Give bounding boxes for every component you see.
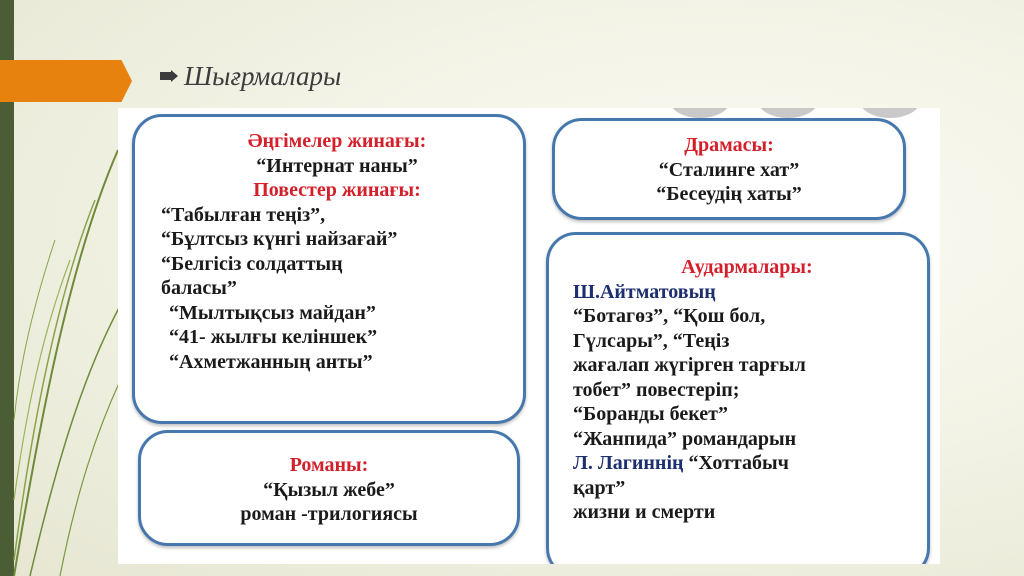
novel-item: “Қызыл жебе” [263,478,395,501]
povest-item: “Ахметжанның анты” [169,350,373,373]
decorative-circle [670,108,730,118]
stories-heading: Әңгімелер жинағы: [247,130,427,152]
stories-item: “Интернат наны” [256,154,418,177]
translation-item: жизни и смерти [573,501,716,523]
translations-heading: Аудармалары: [681,256,813,278]
povest-item: “Бұлтсыз күнгі найзағай” [161,228,398,250]
decorative-circle [860,108,920,118]
novels-heading: Романы: [289,454,369,476]
translation-item: қарт” [573,476,626,499]
povest-item: “Мылтықсыз майдан” [169,301,376,324]
translation-author: Л. Лагиннің [573,452,684,474]
povests-heading: Повестер жинағы: [253,179,421,201]
povest-item: “41- жылғы келіншек” [169,326,378,348]
translation-item: “Жанпида” романдарын [573,427,797,450]
translations-box [546,232,930,564]
translation-author: Ш.Айтматовың [573,280,716,303]
povest-item: “Белгісіз солдаттың [161,252,343,275]
drama-item: “Бесеудің хаты” [656,183,802,205]
translation-item: “Хоттабыч [683,452,789,474]
novels-box [138,430,520,546]
decorative-circle [758,108,818,118]
slide-title: Шығрмалары [184,60,342,91]
works-image-panel [118,108,940,564]
drama-box [552,118,906,220]
stories-box [132,114,526,424]
povest-item: “Табылған теңіз”, [161,203,326,226]
drama-item: “Сталинге хат” [658,158,800,181]
orange-title-tab [0,60,132,102]
arrow-bullet-icon [160,70,178,82]
translation-item: жағалап жүгірген тарғыл [573,354,806,376]
translation-item: “Боранды бекет” [573,403,728,425]
drama-heading: Драмасы: [684,134,774,156]
slide-title-row [160,56,341,96]
novel-item: роман -трилогиясы [240,503,418,525]
translation-item: Гүлсары”, “Теңіз [573,329,730,352]
translation-item: “Ботагөз”, “Қош бол, [573,305,766,327]
translation-item: тобет” повестеріп; [573,378,740,401]
povest-item: баласы” [161,277,237,299]
